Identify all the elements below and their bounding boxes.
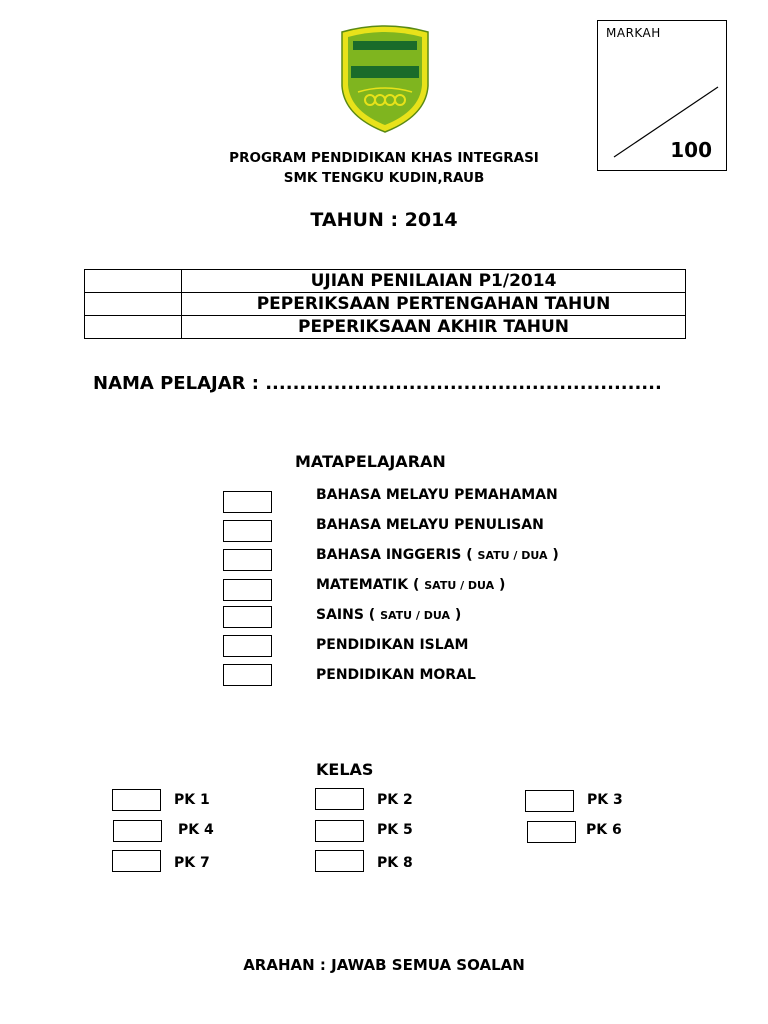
class-label: PK 7 <box>174 855 210 871</box>
exam-type-checkbox[interactable] <box>85 270 182 293</box>
subject-label: BAHASA MELAYU PENULISAN <box>316 517 544 533</box>
subject-label: PENDIDIKAN ISLAM <box>316 637 469 653</box>
class-label: PK 4 <box>178 822 214 838</box>
marks-total: 100 <box>670 138 712 162</box>
program-title: PROGRAM PENDIDIKAN KHAS INTEGRASI <box>229 150 539 166</box>
class-checkbox[interactable] <box>113 820 162 842</box>
subject-label: PENDIDIKAN MORAL <box>316 667 476 683</box>
subject-checkbox[interactable] <box>223 606 272 628</box>
class-label: PK 8 <box>377 855 413 871</box>
exam-type-row <box>85 316 686 339</box>
exam-type-checkbox[interactable] <box>85 316 182 339</box>
exam-year: TAHUN : 2014 <box>310 209 458 231</box>
exam-type-table <box>84 269 686 339</box>
class-label: PK 2 <box>377 792 413 808</box>
exam-type-row <box>85 270 686 293</box>
subject-label: MATEMATIK ( SATU / DUA ) <box>316 577 506 593</box>
exam-type-checkbox[interactable] <box>85 293 182 316</box>
class-label: PK 3 <box>587 792 623 808</box>
class-label: PK 5 <box>377 822 413 838</box>
exam-type-label: PEPERIKSAAN PERTENGAHAN TAHUN <box>182 293 686 316</box>
subject-checkbox[interactable] <box>223 549 272 571</box>
exam-type-row <box>85 293 686 316</box>
school-name: SMK TENGKU KUDIN,RAUB <box>283 170 485 186</box>
marks-label: MARKAH <box>606 26 661 40</box>
class-label: PK 6 <box>586 822 622 838</box>
subject-checkbox[interactable] <box>223 579 272 601</box>
class-heading: KELAS <box>316 760 374 779</box>
subject-checkbox[interactable] <box>223 520 272 542</box>
class-checkbox[interactable] <box>315 820 364 842</box>
marks-box <box>597 20 727 171</box>
class-checkbox[interactable] <box>315 850 364 872</box>
instruction: ARAHAN : JAWAB SEMUA SOALAN <box>243 956 525 974</box>
class-checkbox[interactable] <box>112 789 161 811</box>
subject-checkbox[interactable] <box>223 635 272 657</box>
class-checkbox[interactable] <box>525 790 574 812</box>
subjects-heading: MATAPELAJARAN <box>295 452 446 471</box>
exam-type-label: PEPERIKSAAN AKHIR TAHUN <box>182 316 686 339</box>
subject-label: SAINS ( SATU / DUA ) <box>316 607 462 623</box>
subject-checkbox[interactable] <box>223 491 272 513</box>
subject-checkbox[interactable] <box>223 664 272 686</box>
school-logo <box>338 24 432 134</box>
subject-label: BAHASA MELAYU PEMAHAMAN <box>316 487 558 503</box>
class-checkbox[interactable] <box>112 850 161 872</box>
class-checkbox[interactable] <box>527 821 576 843</box>
class-checkbox[interactable] <box>315 788 364 810</box>
student-name-field[interactable]: NAMA PELAJAR : .......................................................... <box>93 373 662 394</box>
subject-label: BAHASA INGGERIS ( SATU / DUA ) <box>316 547 559 563</box>
class-label: PK 1 <box>174 792 210 808</box>
exam-type-label: UJIAN PENILAIAN P1/2014 <box>182 270 686 293</box>
